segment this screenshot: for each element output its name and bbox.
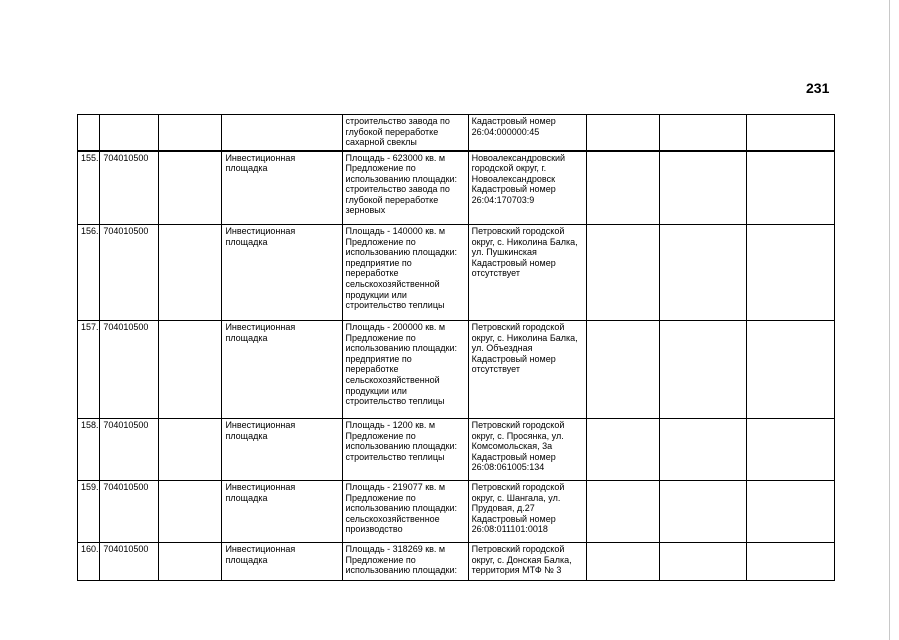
description-line: использованию площадки:	[345, 503, 457, 514]
row-number: 158.	[81, 420, 99, 430]
description-line: сельскохозяйственной	[345, 374, 440, 385]
location-line: Кадастровый номер	[471, 353, 556, 364]
location-line: территория МТФ № 3	[471, 565, 562, 576]
description-line: Площадь - 219077 кв. м	[345, 482, 446, 492]
cell-empty	[659, 481, 747, 543]
cell-description	[342, 321, 468, 419]
row-code: 704010500	[103, 152, 149, 163]
cell-num	[78, 419, 100, 481]
description-line: предприятие по	[345, 353, 412, 364]
row-number: 155.	[81, 152, 99, 163]
description-line: строительство теплицы	[345, 451, 445, 462]
location-line: ул. Объездная	[471, 343, 533, 354]
cell-empty	[659, 321, 747, 419]
location-line: округ, с. Просянка, ул.	[471, 430, 564, 441]
row-number: 159.	[81, 482, 99, 492]
type-line: Инвестиционная	[225, 420, 296, 430]
cell-empty	[586, 115, 659, 151]
location-line: Петровский городской	[471, 482, 565, 492]
description-line: использованию площадки:	[345, 565, 457, 576]
location-line: 26:04:170703:9	[471, 194, 535, 205]
cell-num	[78, 543, 100, 581]
cell-empty	[659, 543, 747, 581]
type-line: площадка	[225, 163, 268, 174]
cell-code	[100, 115, 159, 151]
description-line: Площадь - 140000 кв. м	[345, 226, 446, 236]
type-line: площадка	[225, 554, 268, 565]
type-line: площадка	[225, 492, 268, 503]
location-line: Петровский городской	[471, 544, 565, 554]
description-line: Площадь - 623000 кв. м	[345, 152, 446, 163]
description-line: Предложение по	[345, 492, 416, 503]
location-line: городской округ, г.	[471, 163, 547, 174]
page-number: 231	[806, 80, 830, 96]
location-line: округ, с. Николина Балка,	[471, 332, 578, 343]
description-line: сельскохозяйственной	[345, 278, 440, 289]
table-row	[78, 543, 835, 581]
cell-code	[100, 481, 159, 543]
table-row	[78, 321, 835, 419]
location-line: Новоалександровский	[471, 152, 566, 163]
cell-blank	[159, 481, 222, 543]
type-line: площадка	[225, 430, 268, 441]
row-code: 704010500	[103, 322, 149, 332]
cell-location	[468, 115, 586, 151]
description-line: строительство завода по	[345, 116, 450, 126]
cell-empty	[659, 419, 747, 481]
cell-empty	[586, 321, 659, 419]
type-line: Инвестиционная	[225, 152, 296, 163]
location-line: Комсомольская, 3а	[471, 441, 553, 452]
cell-empty	[586, 481, 659, 543]
location-line: округ, с. Шангала, ул.	[471, 492, 561, 503]
cell-num	[78, 115, 100, 151]
cell-blank	[159, 419, 222, 481]
type-line: площадка	[225, 236, 268, 247]
description-line: зерновых	[345, 205, 386, 216]
cell-code	[100, 225, 159, 321]
cell-blank	[159, 151, 222, 225]
location-line: Прудовая, д.27	[471, 503, 535, 514]
description-line: сахарной свеклы	[345, 137, 417, 148]
cell-empty	[659, 115, 747, 151]
cell-description	[342, 481, 468, 543]
cell-code	[100, 321, 159, 419]
cell-blank	[159, 321, 222, 419]
description-line: Площадь - 200000 кв. м	[345, 322, 446, 332]
cell-empty	[747, 321, 835, 419]
page-edge-line	[889, 0, 890, 640]
location-line: Кадастровый номер	[471, 184, 556, 195]
location-line: Кадастровый номер	[471, 116, 556, 126]
location-line: Петровский городской	[471, 226, 565, 236]
location-line: округ, с. Николина Балка,	[471, 236, 578, 247]
type-line: площадка	[225, 332, 268, 343]
row-number: 157.	[81, 322, 99, 332]
type-line: Инвестиционная	[225, 322, 296, 332]
cell-code	[100, 419, 159, 481]
cell-type	[222, 225, 342, 321]
cell-empty	[586, 225, 659, 321]
description-line: сельскохозяйственное	[345, 513, 440, 524]
cell-type	[222, 115, 342, 151]
cell-empty	[747, 115, 835, 151]
cell-empty	[659, 151, 747, 225]
description-line: переработке	[345, 268, 399, 279]
cell-empty	[747, 481, 835, 543]
description-line: использованию площадки:	[345, 343, 457, 354]
row-code: 704010500	[103, 482, 149, 492]
cell-description	[342, 115, 468, 151]
cell-empty	[659, 225, 747, 321]
cell-description	[342, 225, 468, 321]
table-row	[78, 481, 835, 543]
cell-empty	[747, 151, 835, 225]
cell-description	[342, 419, 468, 481]
location-line: Кадастровый номер	[471, 451, 556, 462]
cell-location	[468, 543, 586, 581]
description-line: строительство теплицы	[345, 300, 445, 311]
description-line: использованию площадки:	[345, 247, 457, 258]
cell-num	[78, 225, 100, 321]
type-line: Инвестиционная	[225, 482, 296, 492]
row-code: 704010500	[103, 420, 149, 430]
table-row	[78, 225, 835, 321]
cell-empty	[747, 543, 835, 581]
cell-empty	[747, 419, 835, 481]
description-line: строительство завода по	[345, 184, 450, 195]
location-line: округ, с. Донская Балка,	[471, 554, 572, 565]
cell-num	[78, 321, 100, 419]
cell-code	[100, 543, 159, 581]
cell-description	[342, 151, 468, 225]
row-number: 160.	[81, 544, 99, 554]
location-line: 26:04:000000:45	[471, 126, 540, 137]
location-line: отсутствует	[471, 268, 520, 279]
cell-type	[222, 481, 342, 543]
description-line: Предложение по	[345, 332, 416, 343]
cell-empty	[586, 151, 659, 225]
description-line: использованию площадки:	[345, 173, 457, 184]
cell-blank	[159, 543, 222, 581]
cell-location	[468, 151, 586, 225]
registry-table	[77, 114, 835, 581]
table-body	[78, 115, 835, 581]
cell-type	[222, 151, 342, 225]
cell-type	[222, 543, 342, 581]
cell-type	[222, 321, 342, 419]
location-line: 26:08:011101:0018	[471, 524, 548, 535]
description-line: Предложение по	[345, 554, 416, 565]
description-line: глубокой переработке	[345, 126, 439, 137]
type-line: Инвестиционная	[225, 226, 296, 236]
description-line: переработке	[345, 364, 399, 375]
type-line: Инвестиционная	[225, 544, 296, 554]
description-line: использованию площадки:	[345, 441, 457, 452]
row-code: 704010500	[103, 226, 149, 236]
description-line: глубокой переработке	[345, 194, 439, 205]
description-line: производство	[345, 524, 403, 535]
cell-blank	[159, 115, 222, 151]
location-line: Кадастровый номер	[471, 513, 556, 524]
cell-num	[78, 151, 100, 225]
description-line: Предложение по	[345, 163, 416, 174]
location-line: Новоалександровск	[471, 173, 556, 184]
location-line: Кадастровый номер	[471, 257, 556, 268]
row-code: 704010500	[103, 544, 149, 554]
cell-blank	[159, 225, 222, 321]
description-line: строительство теплицы	[345, 396, 445, 407]
description-line: Площадь - 318269 кв. м	[345, 544, 446, 554]
location-line: ул. Пушкинская	[471, 247, 537, 258]
description-line: предприятие по	[345, 257, 412, 268]
cell-empty	[586, 419, 659, 481]
description-line: продукции или	[345, 385, 407, 396]
description-line: Предложение по	[345, 430, 416, 441]
location-line: 26:08:061005:134	[471, 462, 545, 473]
description-line: продукции или	[345, 289, 407, 300]
cell-num	[78, 481, 100, 543]
cell-empty	[747, 225, 835, 321]
cell-location	[468, 481, 586, 543]
cell-code	[100, 151, 159, 225]
table-row-continuation	[78, 115, 835, 151]
cell-location	[468, 419, 586, 481]
cell-description	[342, 543, 468, 581]
description-line: Площадь - 1200 кв. м	[345, 420, 436, 430]
cell-type	[222, 419, 342, 481]
location-line: отсутствует	[471, 364, 520, 375]
location-line: Петровский городской	[471, 322, 565, 332]
table-row	[78, 151, 835, 225]
cell-location	[468, 225, 586, 321]
table-row	[78, 419, 835, 481]
location-line: Петровский городской	[471, 420, 565, 430]
row-number: 156.	[81, 226, 99, 236]
description-line: Предложение по	[345, 236, 416, 247]
cell-empty	[586, 543, 659, 581]
cell-location	[468, 321, 586, 419]
